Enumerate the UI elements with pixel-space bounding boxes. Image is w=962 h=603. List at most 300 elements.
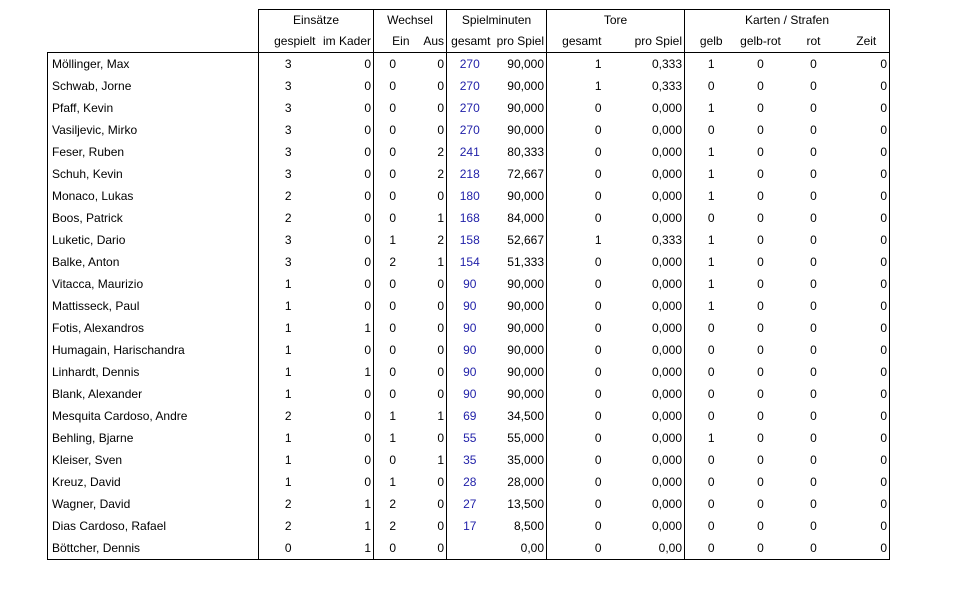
column-header: pro Spiel: [604, 31, 685, 53]
stat-cell: 0: [412, 515, 447, 537]
stat-cell: 0: [844, 339, 890, 361]
stat-cell: 0: [374, 317, 412, 339]
stat-cell: 0: [412, 471, 447, 493]
stat-cell: 0: [810, 101, 817, 115]
stat-cell: 3: [259, 251, 318, 273]
player-name: Vitacca, Maurizio: [48, 273, 259, 295]
stat-cell: 1: [318, 493, 374, 515]
player-name: Linhardt, Dennis: [48, 361, 259, 383]
stat-cell: 0: [757, 145, 764, 159]
stat-cell: 0: [374, 163, 412, 185]
column-header: gespielt: [259, 31, 318, 53]
stat-cell: 0: [547, 273, 604, 295]
player-name: Schuh, Kevin: [48, 163, 259, 185]
table-row: [48, 493, 890, 515]
stat-cell: 0: [844, 119, 890, 141]
player-name: Monaco, Lukas: [48, 185, 259, 207]
player-name: Wagner, David: [48, 493, 259, 515]
stat-cell: 0: [547, 449, 604, 471]
stat-cell: 0: [685, 119, 738, 141]
stat-cell: 8,500: [493, 515, 547, 537]
stat-cell: 1: [374, 405, 412, 427]
stat-cell: 0: [547, 339, 604, 361]
stat-cell: 35,000: [493, 449, 547, 471]
column-header: rot: [784, 31, 844, 53]
stat-cell: 0: [757, 211, 764, 225]
table-row: [48, 141, 890, 163]
stat-cell: 1: [259, 471, 318, 493]
stat-cell: 0,000: [604, 405, 685, 427]
column-header: Aus: [412, 31, 447, 53]
stat-cell: 0: [738, 537, 784, 560]
column-header: gesamt: [547, 31, 604, 53]
stat-cell: 0: [318, 339, 374, 361]
stat-cell: 80,333: [493, 141, 547, 163]
stat-cell: 0: [844, 449, 890, 471]
stat-cell: 0: [844, 141, 890, 163]
stat-cell: 0: [547, 97, 604, 119]
stat-cell: 0,000: [604, 361, 685, 383]
stat-cell: 0: [810, 277, 817, 291]
stat-cell: 0: [844, 185, 890, 207]
stat-cell: 270: [447, 53, 493, 76]
table-row: [48, 119, 890, 141]
stat-cell: 2: [412, 163, 447, 185]
stat-cell: 90: [447, 295, 493, 317]
stat-cell: 0: [547, 493, 604, 515]
table-row: [48, 449, 890, 471]
stat-cell: 0: [757, 277, 764, 291]
stat-cell: 3: [259, 119, 318, 141]
table-row: [48, 405, 890, 427]
stat-cell: 0,000: [604, 471, 685, 493]
stat-cell: 0,333: [604, 229, 685, 251]
stat-cell: 3: [259, 141, 318, 163]
table-row: [48, 185, 890, 207]
stat-cell: 55: [447, 427, 493, 449]
stat-cell: 0: [318, 449, 374, 471]
stat-cell: 0: [318, 207, 374, 229]
stat-cell: 0: [685, 317, 738, 339]
stat-cell: 0: [547, 207, 604, 229]
stat-cell: 1: [259, 361, 318, 383]
table-row: [48, 515, 890, 537]
stat-cell: 35: [447, 449, 493, 471]
stat-cell: 0: [412, 75, 447, 97]
stat-cell: 0,000: [604, 251, 685, 273]
stat-cell: 0: [757, 497, 764, 511]
stat-cell: 0,000: [604, 163, 685, 185]
stat-cell: 0: [844, 383, 890, 405]
stat-cell: 1: [685, 251, 738, 273]
stat-cell: 28,000: [493, 471, 547, 493]
stat-cell: 1: [547, 229, 604, 251]
stat-cell: 0: [844, 97, 890, 119]
stat-cell: 0: [757, 101, 764, 115]
stat-cell: 1: [259, 449, 318, 471]
stat-cell: 0: [810, 387, 817, 401]
player-name: Möllinger, Max: [48, 53, 259, 76]
table-row: [48, 295, 890, 317]
stat-cell: 0: [844, 317, 890, 339]
stat-cell: 0: [844, 405, 890, 427]
stat-cell: 1: [412, 449, 447, 471]
stat-cell: 0: [810, 365, 817, 379]
stat-cell: 0: [374, 449, 412, 471]
stat-cell: 0: [318, 383, 374, 405]
stat-cell: 0,000: [604, 273, 685, 295]
stat-cell: 1: [412, 207, 447, 229]
stat-cell: 0: [844, 229, 890, 251]
stat-cell: 2: [412, 141, 447, 163]
stat-cell: 0: [374, 207, 412, 229]
stat-cell: 1: [374, 427, 412, 449]
stat-cell: 0: [547, 141, 604, 163]
stat-cell: [447, 537, 493, 560]
stat-cell: 0: [547, 471, 604, 493]
stat-cell: 0: [547, 185, 604, 207]
stat-cell: 0: [810, 409, 817, 423]
stat-cell: 0: [547, 119, 604, 141]
stat-cell: 0: [757, 299, 764, 313]
stat-cell: 180: [447, 185, 493, 207]
stat-cell: 1: [318, 537, 374, 560]
stat-cell: 0,000: [604, 339, 685, 361]
stat-cell: 0: [757, 431, 764, 445]
stat-cell: 0: [374, 53, 412, 76]
stat-cell: 218: [447, 163, 493, 185]
stat-cell: 1: [259, 339, 318, 361]
stat-cell: 28: [447, 471, 493, 493]
stat-cell: 0: [318, 273, 374, 295]
stat-cell: 1: [685, 163, 738, 185]
stat-cell: 0: [810, 321, 817, 335]
column-header: gelb: [685, 31, 738, 53]
table-row: [48, 53, 890, 76]
table-row: [48, 361, 890, 383]
player-stats-table: [47, 9, 890, 560]
stat-cell: 0: [374, 295, 412, 317]
table-row: [48, 317, 890, 339]
stat-cell: 90,000: [493, 339, 547, 361]
column-header-row: [48, 31, 890, 53]
column-header: gesamt: [447, 31, 493, 53]
stat-cell: 0,000: [604, 119, 685, 141]
player-name: Behling, Bjarne: [48, 427, 259, 449]
stat-cell: 0: [844, 163, 890, 185]
stat-cell: 84,000: [493, 207, 547, 229]
stat-cell: 0: [757, 343, 764, 357]
stat-cell: 241: [447, 141, 493, 163]
table-row: [48, 471, 890, 493]
stat-cell: 90,000: [493, 317, 547, 339]
stat-cell: 0: [374, 119, 412, 141]
column-header: gelb-rot: [738, 31, 784, 53]
stat-cell: 0: [810, 299, 817, 313]
stat-cell: 0: [810, 519, 817, 533]
stat-cell: 0: [757, 475, 764, 489]
stat-cell: 1: [685, 295, 738, 317]
stat-cell: 0: [685, 405, 738, 427]
player-name: Balke, Anton: [48, 251, 259, 273]
stat-cell: 154: [447, 251, 493, 273]
stat-cell: 0: [685, 361, 738, 383]
stat-cell: 0: [757, 387, 764, 401]
stat-cell: 0: [757, 189, 764, 203]
stat-cell: 90,000: [493, 119, 547, 141]
table-row: [48, 207, 890, 229]
stat-cell: 0,000: [604, 141, 685, 163]
stat-cell: 0: [685, 515, 738, 537]
stat-cell: 0,000: [604, 427, 685, 449]
stat-cell: 2: [259, 185, 318, 207]
stat-cell: 270: [447, 119, 493, 141]
table-row: [48, 427, 890, 449]
stat-cell: 1: [685, 97, 738, 119]
stat-cell: 2: [374, 251, 412, 273]
stat-cell: 0: [318, 185, 374, 207]
column-header: im Kader: [318, 31, 374, 53]
stat-cell: 0: [810, 497, 817, 511]
stat-cell: 0: [318, 119, 374, 141]
stat-cell: 0,000: [604, 449, 685, 471]
stat-cell: 0,333: [604, 75, 685, 97]
stat-cell: 90: [447, 383, 493, 405]
stat-cell: 17: [447, 515, 493, 537]
stat-cell: 2: [412, 229, 447, 251]
stat-cell: 0: [810, 189, 817, 203]
stat-cell: 0: [374, 97, 412, 119]
stat-cell: 2: [374, 515, 412, 537]
stat-cell: 0: [784, 537, 844, 560]
stat-cell: 0,000: [604, 515, 685, 537]
stat-cell: 0: [412, 119, 447, 141]
stat-cell: 0: [757, 79, 764, 93]
stat-cell: 0: [810, 145, 817, 159]
stat-cell: 1: [547, 75, 604, 97]
stat-cell: 0: [412, 185, 447, 207]
stat-cell: 0: [738, 53, 784, 76]
stat-cell: 1: [318, 361, 374, 383]
stat-cell: 0: [547, 295, 604, 317]
stat-cell: 0: [685, 493, 738, 515]
stat-cell: 0: [412, 295, 447, 317]
stat-cell: 0: [844, 427, 890, 449]
stat-cell: 1: [685, 185, 738, 207]
stat-cell: 2: [259, 515, 318, 537]
stat-cell: 0: [757, 321, 764, 335]
stat-cell: 0: [844, 53, 890, 76]
stat-cell: 0,000: [604, 317, 685, 339]
table-row: [48, 163, 890, 185]
stat-cell: 0: [374, 185, 412, 207]
stat-cell: 90: [447, 361, 493, 383]
stat-cell: 0: [685, 537, 738, 560]
stat-cell: 1: [374, 229, 412, 251]
stat-cell: 0: [685, 383, 738, 405]
table-row: [48, 75, 890, 97]
group-header-row: [48, 10, 890, 32]
stat-cell: 55,000: [493, 427, 547, 449]
stat-cell: 1: [685, 229, 738, 251]
stat-cell: 90,000: [493, 361, 547, 383]
stat-cell: 51,333: [493, 251, 547, 273]
stat-cell: 0: [318, 295, 374, 317]
stat-cell: 0: [844, 471, 890, 493]
player-name: Fotis, Alexandros: [48, 317, 259, 339]
stat-cell: 0: [547, 427, 604, 449]
stat-cell: 0: [412, 317, 447, 339]
stat-cell: 0: [318, 97, 374, 119]
stat-cell: 0: [412, 493, 447, 515]
table-row: [48, 273, 890, 295]
player-name: Blank, Alexander: [48, 383, 259, 405]
group-header: Einsätze: [259, 10, 374, 32]
player-name: Boos, Patrick: [48, 207, 259, 229]
stat-cell: 0,000: [604, 493, 685, 515]
stat-cell: 1: [374, 471, 412, 493]
player-name: Vasiljevic, Mirko: [48, 119, 259, 141]
stat-cell: 69: [447, 405, 493, 427]
stat-cell: 0,333: [604, 53, 685, 76]
stat-cell: 0: [374, 141, 412, 163]
stat-cell: 0: [374, 75, 412, 97]
stat-cell: 0: [685, 207, 738, 229]
stat-cell: 0: [757, 167, 764, 181]
stat-cell: 0: [757, 453, 764, 467]
stat-cell: 0: [547, 537, 604, 560]
stat-cell: 1: [547, 53, 604, 76]
column-header: pro Spiel: [493, 31, 547, 53]
stat-cell: 3: [259, 75, 318, 97]
stat-cell: 0: [318, 75, 374, 97]
stat-cell: 0: [810, 431, 817, 445]
stat-cell: 1: [685, 427, 738, 449]
stat-cell: 90,000: [493, 97, 547, 119]
stat-cell: 0: [844, 75, 890, 97]
stat-cell: 0: [412, 361, 447, 383]
player-name: Böttcher, Dennis: [48, 537, 259, 560]
stat-cell: 0: [412, 97, 447, 119]
stat-cell: 0: [810, 233, 817, 247]
stat-cell: 90,000: [493, 295, 547, 317]
stat-cell: 3: [259, 97, 318, 119]
stat-cell: 0: [374, 537, 412, 560]
stat-cell: 0: [685, 339, 738, 361]
stat-cell: 0,000: [604, 185, 685, 207]
stat-cell: 0: [412, 383, 447, 405]
stat-cell: 0: [374, 383, 412, 405]
stat-cell: 90,000: [493, 185, 547, 207]
player-name: Luketic, Dario: [48, 229, 259, 251]
stat-cell: 0: [757, 409, 764, 423]
stat-cell: 0,000: [604, 207, 685, 229]
stat-cell: 27: [447, 493, 493, 515]
stat-cell: 0: [685, 471, 738, 493]
stat-cell: 0: [318, 427, 374, 449]
stat-cell: 2: [259, 493, 318, 515]
stat-cell: 1: [685, 273, 738, 295]
stat-cell: 90: [447, 273, 493, 295]
stat-cell: 0: [318, 405, 374, 427]
stat-cell: 1: [259, 295, 318, 317]
stat-cell: 0: [810, 123, 817, 137]
stat-cell: 0,00: [604, 537, 685, 560]
stat-cell: 0: [412, 53, 447, 76]
corner-cell: [48, 31, 259, 53]
stat-cell: 0: [844, 515, 890, 537]
stat-cell: 1: [685, 141, 738, 163]
table-body: [48, 53, 890, 560]
group-header: Tore: [547, 10, 685, 32]
stat-cell: 0: [412, 339, 447, 361]
stat-cell: 1: [259, 383, 318, 405]
table-row: [48, 537, 890, 560]
stat-cell: 0: [547, 383, 604, 405]
stat-cell: 90,000: [493, 75, 547, 97]
stat-cell: 158: [447, 229, 493, 251]
player-name: Mesquita Cardoso, Andre: [48, 405, 259, 427]
stat-cell: 0: [547, 361, 604, 383]
stat-cell: 0,00: [493, 537, 547, 560]
stat-cell: 168: [447, 207, 493, 229]
stat-cell: 0: [810, 343, 817, 357]
stat-cell: 0,000: [604, 97, 685, 119]
player-name: Pfaff, Kevin: [48, 97, 259, 119]
player-name: Dias Cardoso, Rafael: [48, 515, 259, 537]
stat-cell: 0: [318, 251, 374, 273]
stat-cell: 0: [757, 233, 764, 247]
player-name: Kreuz, David: [48, 471, 259, 493]
stat-cell: 13,500: [493, 493, 547, 515]
column-header: Ein: [374, 31, 412, 53]
player-name: Kleiser, Sven: [48, 449, 259, 471]
stat-cell: 0: [810, 255, 817, 269]
stat-cell: 0: [412, 537, 447, 560]
stat-cell: 1: [259, 273, 318, 295]
stat-cell: 0: [844, 295, 890, 317]
stat-cell: 0: [547, 317, 604, 339]
stat-cell: 0: [844, 273, 890, 295]
stat-cell: 3: [259, 229, 318, 251]
stat-cell: 0: [374, 339, 412, 361]
stat-cell: 0: [318, 163, 374, 185]
player-name: Mattisseck, Paul: [48, 295, 259, 317]
group-header: Wechsel: [374, 10, 447, 32]
stat-cell: 0,000: [604, 295, 685, 317]
stat-cell: 90: [447, 317, 493, 339]
stat-cell: 0: [844, 537, 890, 560]
stat-cell: 2: [259, 405, 318, 427]
stat-cell: 0: [810, 475, 817, 489]
player-name: Feser, Ruben: [48, 141, 259, 163]
stat-cell: 0: [412, 427, 447, 449]
stat-cell: 0: [844, 207, 890, 229]
stat-cell: 0: [757, 255, 764, 269]
table-row: [48, 229, 890, 251]
stat-cell: 34,500: [493, 405, 547, 427]
stat-cell: 270: [447, 97, 493, 119]
player-name: Schwab, Jorne: [48, 75, 259, 97]
stat-cell: 0: [318, 53, 374, 76]
table-row: [48, 97, 890, 119]
stat-cell: 0: [412, 273, 447, 295]
stat-cell: 0: [374, 361, 412, 383]
corner-cell: [48, 10, 259, 32]
stat-cell: 0: [547, 405, 604, 427]
stat-cell: 2: [259, 207, 318, 229]
stat-cell: 0: [685, 449, 738, 471]
